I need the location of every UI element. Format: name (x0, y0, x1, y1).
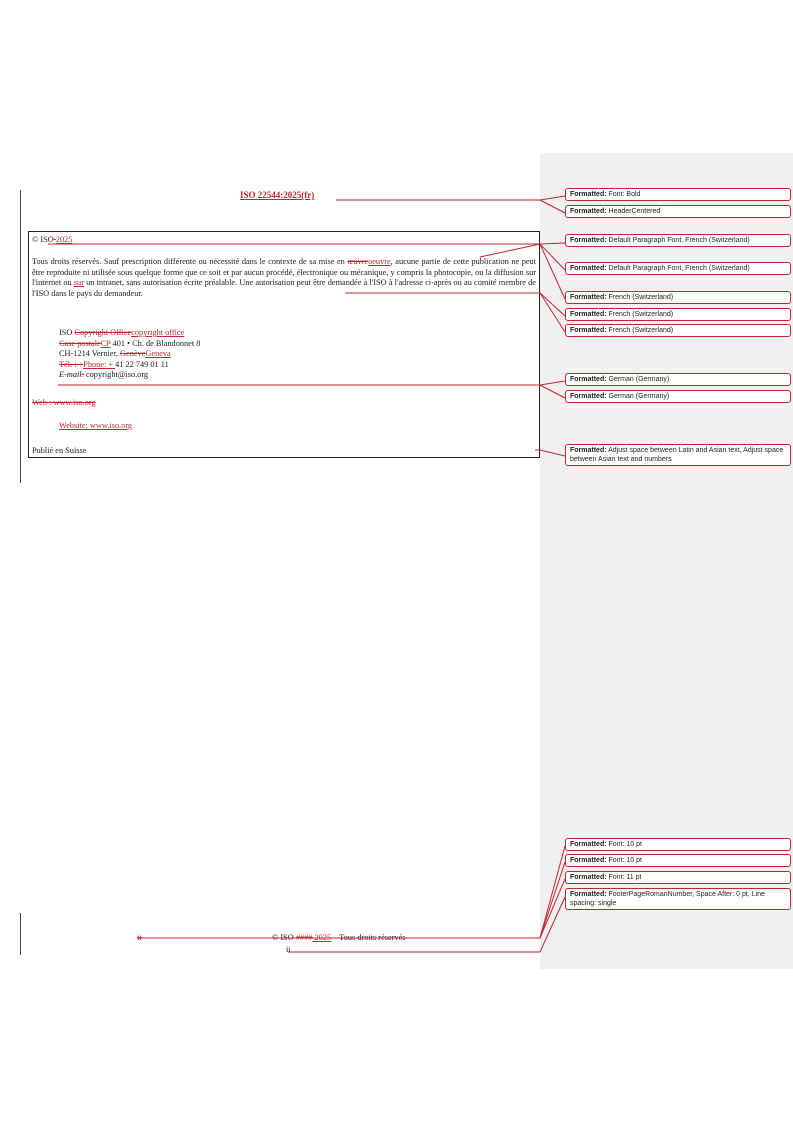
inserted-year: 2025 (55, 235, 73, 244)
tel-inserted: Phone: + (83, 359, 116, 369)
format-balloon[interactable] (565, 188, 791, 201)
format-balloon[interactable] (565, 390, 791, 403)
balloon-text: Font: 10 pt (606, 857, 642, 864)
rights-text-3: un intranet, sans autorisation écrite préalable. Une autorisation peut être demandée à l'ISO à l'adresse ci-après ou au comité membre de l'ISO dans le pays du demandeur. (32, 278, 536, 298)
city-inserted: Geneva (145, 349, 171, 358)
balloon-text: Font: Bold (606, 191, 641, 198)
format-balloon[interactable] (565, 838, 791, 851)
balloon-text: FooterPageRomanNumber, Space After: 0 pt, Line spacing: single (570, 891, 765, 907)
leader-line (137, 846, 565, 938)
format-balloon[interactable] (565, 871, 791, 884)
box-rest: 401 • Ch. de Blandonnet 8 (110, 338, 201, 348)
city-deleted: Genève (120, 349, 146, 358)
balloon-label: Formatted: (570, 874, 607, 881)
header-title: ISO 22544:2025(fr) (240, 190, 315, 200)
published-in: Publié en Suisse (32, 446, 87, 455)
web-deleted: Web : www.iso.org (32, 398, 96, 407)
box-inserted: CP (100, 338, 111, 348)
leader-line (345, 293, 565, 316)
balloon-text: French (Switzerland) (606, 327, 674, 334)
tel-deleted: Tél. : + (59, 359, 84, 369)
leader-line (540, 200, 565, 213)
balloon-label: Formatted: (570, 294, 607, 301)
balloon-label: Formatted: (570, 891, 607, 898)
format-balloon[interactable] (565, 444, 791, 466)
leader-line (540, 244, 565, 299)
inserted-oeuvre: oeuvre (368, 257, 391, 266)
org-name: ISO (59, 328, 75, 337)
format-balloon[interactable] (565, 888, 791, 910)
balloon-text: German (Germany) (606, 393, 670, 400)
format-balloon[interactable] (565, 291, 791, 304)
balloon-text: French (Switzerland) (606, 294, 674, 301)
balloon-text: German (Germany) (606, 376, 670, 383)
balloon-text: Adjust space between Latin and Asian text, Adjust space between Asian text and numbers (570, 447, 784, 463)
balloon-text: Default Paragraph Font, French (Switzerland) (606, 265, 750, 272)
org-inserted: copyright office (131, 328, 185, 337)
balloon-label: Formatted: (570, 311, 607, 318)
format-balloon[interactable] (565, 373, 791, 386)
box-deleted: Case postale (59, 338, 101, 348)
balloon-label: Formatted: (570, 393, 607, 400)
leader-line (535, 450, 565, 456)
email-colon-deleted: : (81, 370, 84, 379)
web-inserted: Website: www.iso.org (59, 421, 133, 430)
rights-text-1: Tous droits réservés. Sauf prescription différente ou nécessité dans le contexte de sa mise en (32, 257, 348, 266)
format-balloon[interactable] (565, 308, 791, 321)
footer-ii-deleted: ii (137, 933, 142, 942)
format-balloon[interactable] (565, 854, 791, 867)
leader-line (540, 879, 565, 938)
inserted-sur: sur (73, 278, 84, 287)
leader-line (58, 381, 565, 385)
footer-symbol: © ISO (272, 933, 296, 942)
format-balloon[interactable] (565, 234, 791, 247)
copyright-symbol: © ISO (32, 235, 54, 244)
balloon-text: HeaderCentered (606, 208, 661, 215)
footer-rest: – Tous droits réservés (331, 933, 406, 942)
footer-page-number: ii (286, 945, 291, 954)
balloon-label: Formatted: (570, 447, 607, 454)
city: CH-1214 Vernier, (59, 349, 121, 358)
footer-hashes-deleted: #### (295, 933, 313, 942)
leader-line (540, 862, 565, 938)
tel-number: 41 22 749 01 11 (115, 359, 169, 369)
org-deleted: Copyright Office (74, 328, 132, 337)
balloon-label: Formatted: (570, 376, 607, 383)
leader-line (480, 244, 565, 270)
balloon-label: Formatted: (570, 265, 607, 272)
format-balloon[interactable] (565, 324, 791, 337)
balloon-text: Font: 10 pt (606, 841, 642, 848)
balloon-text: Font: 11 pt (606, 874, 642, 881)
balloon-label: Formatted: (570, 841, 607, 848)
leader-line (540, 385, 565, 398)
leader-line (336, 196, 565, 200)
balloon-label: Formatted: (570, 237, 607, 244)
leader-line (48, 243, 565, 244)
balloon-text: Default Paragraph Font, French (Switzerland) (606, 237, 750, 244)
leader-line (288, 897, 565, 952)
balloon-label: Formatted: (570, 327, 607, 334)
format-balloon[interactable] (565, 262, 791, 275)
balloon-label: Formatted: (570, 191, 607, 198)
email-value: copyright@iso.org (83, 370, 149, 379)
balloon-label: Formatted: (570, 857, 607, 864)
deleted-oeuvre: œuvre (347, 257, 369, 266)
balloon-label: Formatted: (570, 208, 607, 215)
footer-year-inserted: 2025 (312, 933, 332, 942)
email-label: E-mail (59, 370, 82, 379)
balloon-text: French (Switzerland) (606, 311, 674, 318)
format-balloon[interactable] (565, 205, 791, 218)
rights-text-2: , aucune partie de cette publication ne peut être reproduite ni utilisée sous quelque forme que ce soit et par aucun procédé, électronique ou mécanique, y compris la photocopie, ou la diffusion sur l'internet ou (32, 257, 537, 287)
